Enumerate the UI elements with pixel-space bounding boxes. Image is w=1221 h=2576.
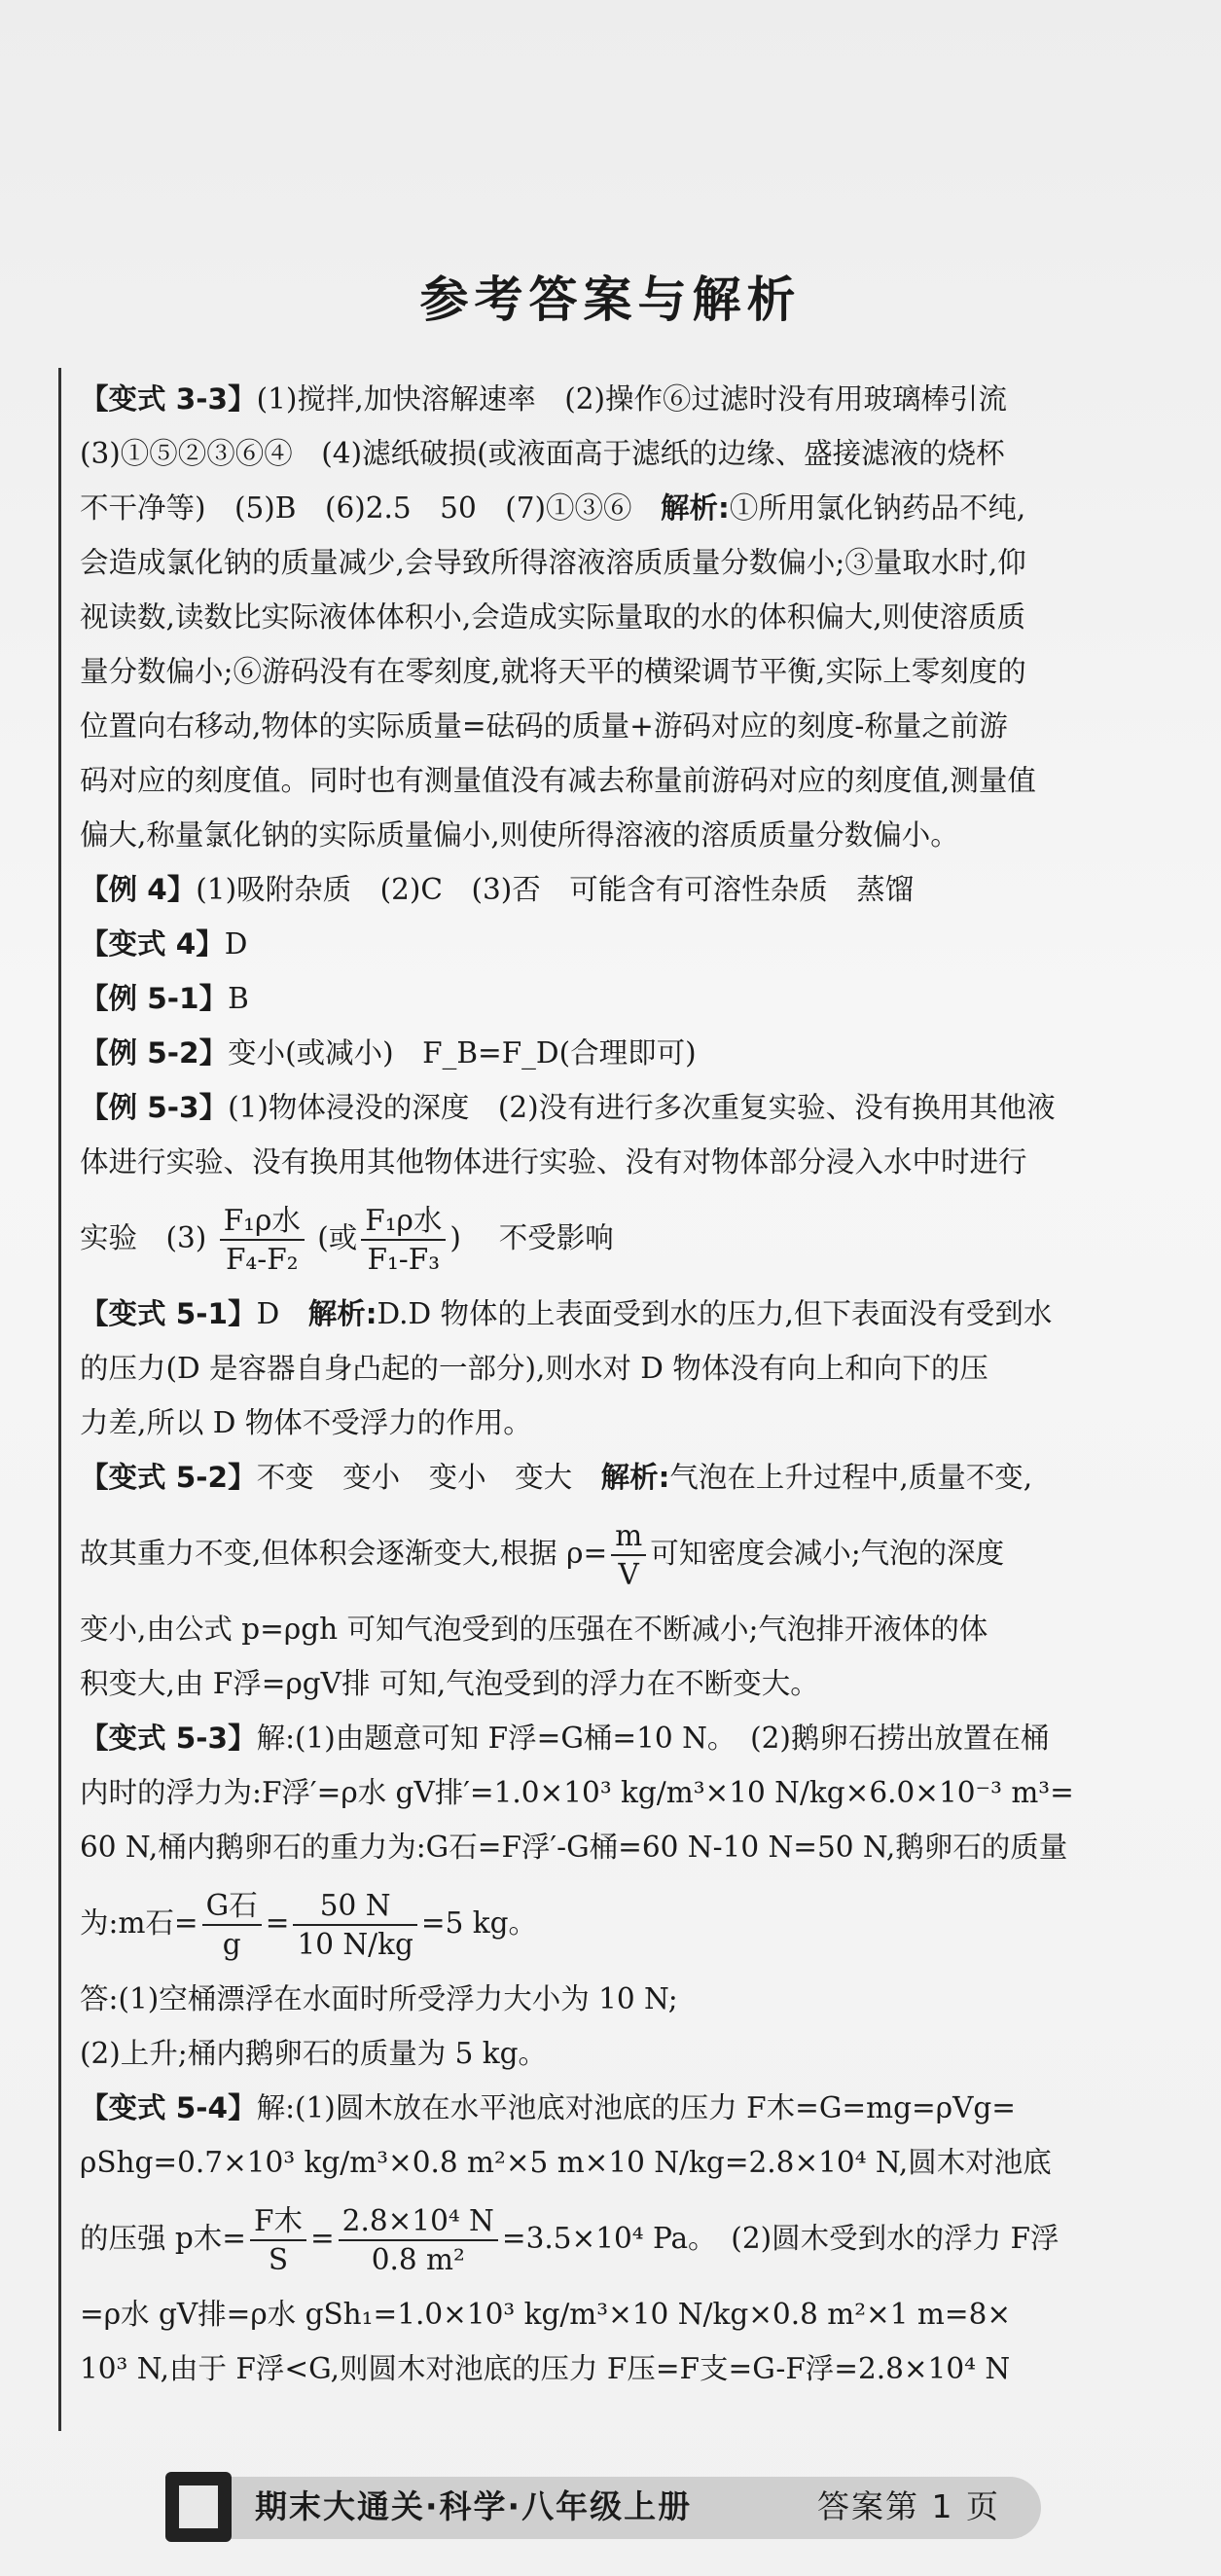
entry-line: =ρ水 gV排=ρ水 gSh₁=1.0×10³ kg/m³×10 N/kg×0.8 m²×1 m=8× (80, 2298, 1012, 2331)
entry-line: 10³ N,由于 F浮<G,则圆木对池底的压力 F压=F支=G-F浮=2.8×10⁴ N (80, 2352, 1011, 2385)
entry-line: (1)搅拌,加快溶解速率 (2)操作⑥过滤时没有用玻璃棒引流 (256, 382, 1008, 416)
entry-line: 量分数偏小;⑥游码没有在零刻度,就将天平的横梁调节平衡,实际上零刻度的 (80, 655, 1026, 688)
entry-tag: 【例 4】 (80, 873, 197, 906)
entry-example-4 (80, 862, 1174, 917)
entry-text: B (228, 982, 249, 1015)
entry-example-5-2 (80, 1026, 1174, 1080)
entry-line: (3)①⑤②③⑥④ (4)滤纸破损(或液面高于滤纸的边缘、盛接滤液的烧杯 (80, 437, 1005, 470)
analysis-text: ①所用氯化钠药品不纯, (729, 491, 1026, 525)
entry-example-5-3: 【例 5-3】(1)物体浸没的深度 (2)没有进行多次重复实验、没有换用其他液 体进行实验、没有换用其他物体进行实验、没有对物体部分浸入水中时进行 实验 (3) $\frac{\text{F₁ρ水}}{\text{F₄-F₂}}$ (或 $\frac{\text{F₁ρ水}}{\text{F₁-F₃}}$ ) 不受影响 (80, 1080, 1174, 1287)
entry-line: 内时的浮力为:F浮′=ρ水 gV排′=1.0×10³ kg/m³×10 N/kg×6.0×10⁻³ m³= (80, 1776, 1074, 1809)
fraction: $\frac{50 N}{10 N/kg}$ (293, 1887, 416, 1963)
entry-line: 码对应的刻度值。同时也有测量值没有减去称量前游码对应的刻度值,测量值 (80, 764, 1036, 797)
entry-text: (1)吸附杂质 (2)C (3)否 可能含有可溶性杂质 蒸馏 (196, 873, 915, 906)
entry-tag: 【变式 5-2】 (80, 1461, 257, 1494)
fraction: $\frac{\text{2.8×10⁴ N}}{\text{0.8 m²}}$ (339, 2202, 498, 2278)
entry-text: 变小(或减小) F_B=F_D(合理即可) (228, 1036, 697, 1070)
entry-tag: 【变式 5-3】 (80, 1722, 257, 1755)
fraction: $\frac{\text{G石}}{g}$ (202, 1887, 262, 1963)
entry-tag: 【变式 3-3】 (80, 382, 257, 416)
answer-content (80, 372, 1174, 2396)
entry-line: 积变大,由 F浮=ρgV排 可知,气泡受到的浮力在不断变大。 (80, 1667, 819, 1700)
entry-line: 实验 (3) (80, 1221, 207, 1254)
entry-line: ρShg=0.7×10³ kg/m³×0.8 m²×5 m×10 N/kg=2.8×10⁴ N,圆木对池底 (80, 2146, 1052, 2179)
analysis-label: 解析: (600, 1461, 670, 1494)
entry-line: 答:(1)空桶漂浮在水面时所受浮力大小为 10 N; (80, 1982, 678, 2015)
entry-tag: 【变式 5-4】 (80, 2091, 257, 2124)
entry-variant-5-1: 【变式 5-1】D 解析:D.D 物体的上表面受到水的压力,但下表面没有受到水 的压力(D 是容器自身凸起的一部分),则水对 D 物体没有向上和向下的压 力差,所以 D 物体不受浮力的作用。 (80, 1287, 1174, 1450)
analysis-label: 解析: (661, 491, 730, 525)
entry-tag: 【例 5-1】 (80, 982, 229, 1015)
entry-line: 变小,由公式 p=ρgh 可知气泡受到的压强在不断减小;气泡排开液体的体 (80, 1613, 988, 1646)
entry-text: D (224, 927, 248, 961)
fraction: $\frac{\text{F₁ρ水}}{\text{F₁-F₃}}$ (361, 1202, 446, 1278)
entry-line: 60 N,桶内鹅卵石的重力为:G石=F浮′-G桶=60 N-10 N=50 N,鹅卵石的质量 (80, 1831, 1068, 1864)
entry-tag: 【例 5-2】 (80, 1036, 229, 1070)
entry-variant-5-3: 【变式 5-3】解:(1)由题意可知 F浮=G桶=10 N。 (2)鹅卵石捞出放置在桶 内时的浮力为:F浮′=ρ水 gV排′=1.0×10³ kg/m³×10 N/kg×6.0×10⁻³ m³= 60 N,桶内鹅卵石的重力为:G石=F浮′-G桶=60 N-10 N=50 N,鹅卵石的质量 为:m石= $\frac{\text{G石}}{g}$ = $\frac{50 N}{10 N/kg}$ =5 kg。 答:(1)空桶漂浮在水面时所受浮力大小为 10 N; (2)上升;桶内鹅卵石的质量为 5 kg。 (80, 1711, 1174, 2081)
entry-example-5-1 (80, 971, 1174, 1026)
entry-line: 力差,所以 D 物体不受浮力的作用。 (80, 1406, 532, 1439)
entry-line: 视读数,读数比实际液体体积小,会造成实际量取的水的体积偏大,则使溶质质 (80, 600, 1026, 634)
footer-title: 期末大通关·科学·八年级上册 (255, 2487, 693, 2525)
entry-line: 位置向右移动,物体的实际质量=砝码的质量+游码对应的刻度-称量之前游 (80, 709, 1008, 743)
left-rule (58, 368, 61, 2431)
book-logo-icon (165, 2472, 232, 2542)
entry-line: 体进行实验、没有换用其他物体进行实验、没有对物体部分浸入水中时进行 (80, 1145, 1027, 1179)
entry-variant-5-2: 【变式 5-2】不变 变小 变小 变大 解析:气泡在上升过程中,质量不变, 故其重力不变,但体积会逐渐变大,根据 ρ= $\frac{m}{V}$ 可知密度会减小;气泡的深度 变小,由公式 p=ρgh 可知气泡受到的压强在不断减小;气泡排开液体的体 积变大,由 F浮=ρgV排 可知,气泡受到的浮力在不断变大。 (80, 1450, 1174, 1711)
entry-tag: 【例 5-3】 (80, 1091, 229, 1124)
footer-page-number: 答案第 1 页 (817, 2487, 1000, 2525)
entry-variant-5-4: 【变式 5-4】解:(1)圆木放在水平池底对池底的压力 F木=G=mg=ρVg= ρShg=0.7×10³ kg/m³×0.8 m²×5 m×10 N/kg=2.8×10⁴ N,圆木对池底 的压强 p木= $\frac{\text{F木}}{S}$ = $\frac{\text{2.8×10⁴ N}}{\text{0.8 m²}}$ =3.5×10⁴ Pa。 (2)圆木受到水的浮力 F浮 =ρ水 gV排=ρ水 gSh₁=1.0×10³ kg/m³×10 N/kg×0.8 m²×1 m=8× 10³ N,由于 F浮<G,则圆木对池底的压力 F压=F支=G-F浮=2.8×10⁴ N (80, 2081, 1174, 2396)
fraction: $\frac{\text{F木}}{S}$ (250, 2202, 306, 2278)
entry-line: 的压力(D 是容器自身凸起的一部分),则水对 D 物体没有向上和向下的压 (80, 1352, 988, 1385)
fraction: $\frac{\text{F₁ρ水}}{\text{F₄-F₂}}$ (220, 1202, 305, 1278)
entry-line: (2)上升;桶内鹅卵石的质量为 5 kg。 (80, 2037, 548, 2070)
analysis-label: 解析: (307, 1297, 377, 1330)
entry-variant-3-3 (80, 372, 1174, 862)
entry-tag: 【变式 4】 (80, 927, 225, 961)
entry-variant-4 (80, 917, 1174, 971)
entry-line: 不干净等) (5)B (6)2.5 50 (7)①③⑥ (80, 491, 632, 525)
entry-line: 偏大,称量氯化钠的实际质量偏小,则使所得溶液的溶质质量分数偏小。 (80, 818, 959, 852)
entry-line: 会造成氯化钠的质量减少,会导致所得溶液溶质质量分数偏小;③量取水时,仰 (80, 546, 1026, 579)
entry-tag: 【变式 5-1】 (80, 1297, 257, 1330)
page-title: 参考答案与解析 (419, 272, 802, 328)
entry-line: (1)物体浸没的深度 (2)没有进行多次重复实验、没有换用其他液 (228, 1091, 1056, 1124)
fraction: $\frac{m}{V}$ (611, 1517, 646, 1593)
entry-line: 不受影响 (498, 1221, 614, 1254)
